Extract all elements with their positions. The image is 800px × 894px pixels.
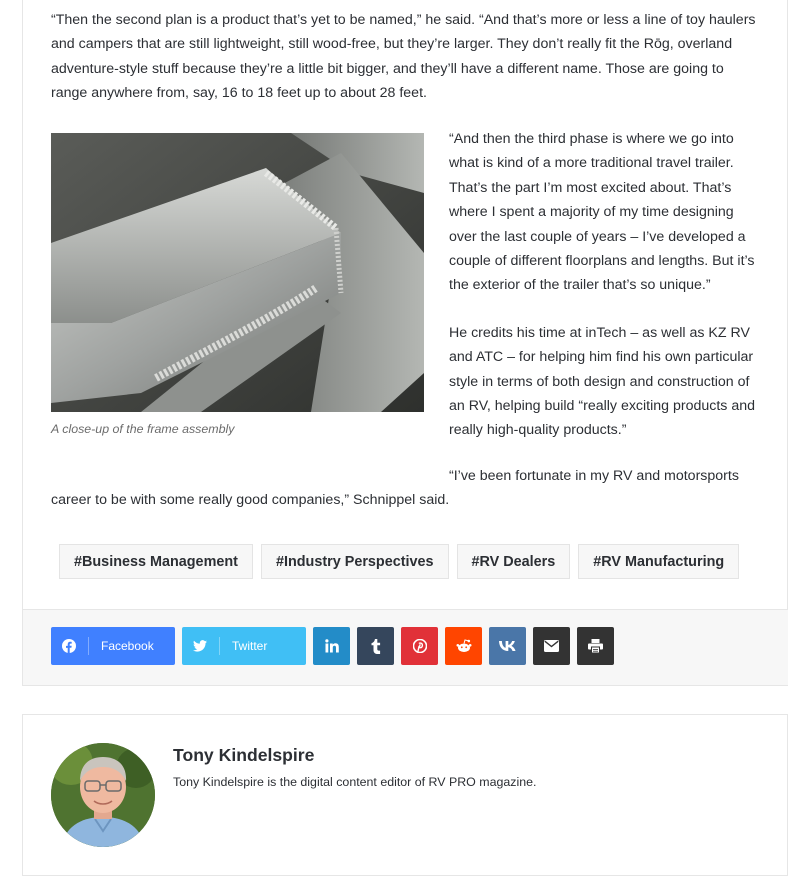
paragraph-fortunate-line2: career to be with some really good companies,” Schnippel said. xyxy=(51,492,450,508)
twitter-label: Twitter xyxy=(232,639,268,653)
share-twitter-button[interactable] xyxy=(182,627,306,665)
image-caption: A close-up of the frame assembly xyxy=(51,422,235,436)
divider xyxy=(88,637,89,655)
tag-rv-dealers[interactable]: #RV Dealers xyxy=(457,544,571,579)
facebook-icon xyxy=(62,639,76,653)
vk-icon xyxy=(499,641,516,651)
twitter-icon xyxy=(193,640,207,652)
divider xyxy=(219,637,220,655)
article-figure xyxy=(51,133,424,438)
tag-industry-perspectives[interactable]: #Industry Perspectives xyxy=(261,544,449,579)
share-facebook-button[interactable] xyxy=(51,627,175,665)
article-card xyxy=(22,0,788,686)
envelope-icon xyxy=(544,640,559,652)
linkedin-icon xyxy=(325,639,339,653)
paragraph-credits: He credits his time at inTech – as well as KZ RV and ATC – for helping him find his own particular style in terms of both design and construction of an RV, helping build “really exciting products and really high-quality products.” xyxy=(449,324,756,439)
reddit-icon xyxy=(456,639,472,653)
printer-icon xyxy=(588,639,603,653)
paragraph-third-phase: “And then the third phase is where we go into what is kind of a more traditional travel trailer. That’s the part I’m most excited about. That’s where I spent a majority of my time designing over the last couple of years – I’ve developed a couple of different floorplans and lengths. But it’s the exterior of the trailer that’s so unique.” xyxy=(449,131,755,294)
print-button[interactable] xyxy=(577,627,614,665)
tumblr-icon xyxy=(371,639,381,654)
paragraph-second-plan: “Then the second plan is a product that’s yet to be named,” he said. “And that’s more or less a line of toy haulers and campers that are still lightweight, still wood-free, but they’re larger. They don’t really fit the Rōg, overland adventure-style stuff because they’re a little bit bigger, and they’ll have a different name. Those are going to range anywhere from, say, 16 to 18 feet up to about 28 feet. xyxy=(51,12,756,102)
share-pinterest-button[interactable] xyxy=(401,627,438,665)
side-column xyxy=(449,127,765,466)
tag-business-management[interactable]: #Business Management xyxy=(59,544,253,579)
share-linkedin-button[interactable] xyxy=(313,627,350,665)
share-email-button[interactable] xyxy=(533,627,570,665)
pinterest-icon xyxy=(413,639,427,653)
share-bar xyxy=(23,609,788,685)
author-avatar[interactable] xyxy=(51,743,155,847)
author-box xyxy=(22,714,788,876)
frame-assembly-photo xyxy=(51,133,424,412)
share-tumblr-button[interactable] xyxy=(357,627,394,665)
share-buttons xyxy=(51,627,614,665)
paragraph-fortunate-line1: “I’ve been fortunate in my RV and motorsports xyxy=(449,468,739,484)
post-tags xyxy=(59,544,739,579)
facebook-label: Facebook xyxy=(101,639,154,653)
tag-rv-manufacturing[interactable]: #RV Manufacturing xyxy=(578,544,739,579)
share-reddit-button[interactable] xyxy=(445,627,482,665)
author-bio: Tony Kindelspire is the digital content editor of RV PRO magazine. xyxy=(173,775,537,789)
share-vk-button[interactable] xyxy=(489,627,526,665)
author-name[interactable]: Tony Kindelspire xyxy=(173,745,315,765)
